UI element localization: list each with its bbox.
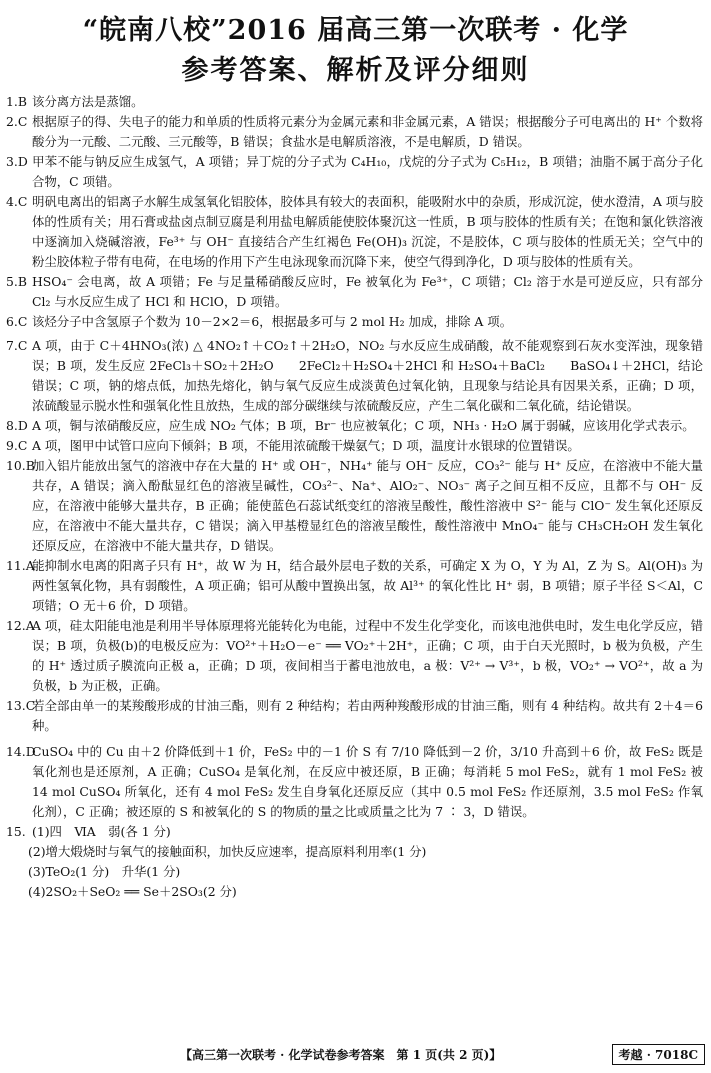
q15-sub-4: (4)2SO₂＋SeO₂ ══ Se＋2SO₃(2 分) bbox=[28, 884, 237, 899]
item-number: 6.C bbox=[6, 314, 28, 329]
item-text: 能抑制水电离的阳离子只有 H⁺，故 W 为 H，结合最外层电子数的关系，可确定 X 为 O，Y 为 Al，Z 为 S。Al(OH)₃ 为两性氢氧化物，具有弱酸性，A 项正确；铝可从酸中置换出氢，故 Al³⁺ 的氧化性比 H⁺ 弱，B 项错；原子半径 S＜Al，C 项错；O 无＋6 价，D 项错。 bbox=[32, 558, 703, 613]
item-number: 4.C bbox=[6, 194, 28, 209]
answer-item-14 bbox=[6, 742, 703, 822]
page-subtitle: 参考答案、解析及评分细则 bbox=[181, 55, 530, 86]
answer-item-4 bbox=[6, 192, 703, 272]
answer-item-2 bbox=[6, 112, 703, 152]
item-text: A 项，铜与浓硝酸反应，应生成 NO₂ 气体；B 项，Br⁻ 也应被氧化；C 项，NH₃ · H₂O 属于弱碱，应该用化学式表示。 bbox=[32, 418, 695, 433]
answer-item-5 bbox=[6, 272, 703, 312]
item-number: 2.C bbox=[6, 114, 28, 129]
item-text: 若全部由单一的某羧酸形成的甘油三酯，则有 2 种结构；若由两种羧酸形成的甘油三酯，则有 4 种结构。故共有 2＋4＝6 种。 bbox=[32, 698, 703, 733]
answer-item-15 bbox=[6, 822, 703, 842]
item-text: A 项，硅太阳能电池是利用半导体原理将光能转化为电能，过程中不发生化学变化，而该电池供电时，发生电化学反应，错误；B 项，负极(b)的电极反应为：VO²⁺＋H₂O－e⁻ ══ VO₂⁺＋2H⁺，正确；C 项，由于白天光照时，b 极为负极，产生的 H⁺ 透过质子膜流向正极 a，正确；D 项，夜间相当于蓄电池放电，a 极：V²⁺ → V³⁺，b 极，VO₂⁺ → VO²⁺，故 a 为负极，b 为正极，正确。 bbox=[32, 618, 703, 693]
item-text: 根据原子的得、失电子的能力和单质的性质将元素分为金属元素和非金属元素，A 错误；根据酸分子可电离出的 H⁺ 个数将酸分为一元酸、二元酸、三元酸等，B 错误；食盐水是电解质溶液，不是电解质，D 错误。 bbox=[32, 114, 703, 149]
item-number: 3.D bbox=[6, 154, 28, 169]
answer-item-7 bbox=[6, 336, 703, 416]
item-text: A 项，图甲中试管口应向下倾斜；B 项，不能用浓硫酸干燥氨气；D 项，温度计水银球的位置错误。 bbox=[32, 438, 580, 453]
page-title: “皖南八校”2016 届高三第一次联考 · 化学 bbox=[82, 15, 629, 46]
answer-item-6 bbox=[6, 312, 703, 332]
item-number: 10.B bbox=[6, 458, 35, 473]
answer-item-13 bbox=[6, 696, 703, 736]
item-number: 1.B bbox=[6, 94, 27, 109]
answer-item-9 bbox=[6, 436, 703, 456]
item-text: 明矾电离出的铝离子水解生成氢氧化铝胶体，胶体具有较大的表面积，能吸附水中的杂质，形成沉淀，使水澄清，A 项与胶体的性质有关；用石膏或盐卤点制豆腐是利用盐电解质能使胶体聚沉这一性质，B 项与胶体的性质有关；在饱和氯化铁溶液中逐滴加入烧碱溶液，Fe³⁺ 与 OH⁻ 直接结合产生红褐色 Fe(OH)₃ 沉淀，不是胶体，C 项与胶体的性质无关；空气中的粉尘胶体粒子带有电荷，在电场的作用下产生电泳现象而沉降下来，使空气得到净化，D 项与胶体的性质有关。 bbox=[32, 194, 703, 269]
item-number: 12.A bbox=[6, 618, 35, 633]
item-text: 该烃分子中含氢原子个数为 10－2×2＝6，根据最多可与 2 mol H₂ 加成，排除 A 项。 bbox=[32, 314, 513, 329]
item-number: 5.B bbox=[6, 274, 27, 289]
answer-item-12 bbox=[6, 616, 703, 696]
item-text: A 项，由于 C＋4HNO₃(浓) △ 4NO₂↑＋CO₂↑＋2H₂O，NO₂ 与水反应生成硝酸，故不能观察到石灰水变浑浊，现象错误；B 项，发生反应 2FeCl₃＋SO₂＋2H₂O 2FeCl₂＋H₂SO₄＋2HCl 和 H₂SO₄＋BaCl₂ BaSO₄↓＋2HCl，结论错误；C 项，钠的熔点低，加热先熔化，钠与氧气反应生成淡黄色过氧化钠，且现象与结论具有因果关系，正确；D 项，浓硫酸显示脱水性和强氧化性且放热，生成的部分碳继续与浓硫酸反应，产生二氧化碳和二氧化硫，结论错误。 bbox=[32, 338, 703, 413]
answer-list bbox=[6, 92, 703, 902]
answer-item-1 bbox=[6, 92, 703, 112]
item-text: 加入铝片能放出氢气的溶液中存在大量的 H⁺ 或 OH⁻，NH₄⁺ 能与 OH⁻ 反应，CO₃²⁻ 能与 H⁺ 反应，在溶液中不能大量共存，A 错误；滴入酚酞显红色的溶液呈碱性，CO₃²⁻、Na⁺、AlO₂⁻、NO₃⁻ 离子之间互相不反应，且都不与 OH⁻ 反应，在溶液中能够大量共存，B 正确；能使蓝色石蕊试纸变红的溶液呈酸性，酸性溶液中 S²⁻ 能与 ClO⁻ 发生氧化还原反应，在溶液中不能大量共存，C 错误；滴入甲基橙显红色的溶液呈酸性，酸性溶液中 MnO₄⁻ 能与 CH₃CH₂OH 发生氧化还原反应，在溶液中不能大量共存，D 错误。 bbox=[32, 458, 703, 553]
item-number: 11.A bbox=[6, 558, 35, 573]
item-text: (1)四 ⅥA 弱(各 1 分) bbox=[32, 824, 171, 839]
item-number: 9.C bbox=[6, 438, 28, 453]
item-number: 14.D bbox=[6, 744, 36, 759]
answer-item-3 bbox=[6, 152, 703, 192]
answer-item-8 bbox=[6, 416, 703, 436]
q15-sub-3: (3)TeO₂(1 分) 升华(1 分) bbox=[28, 864, 181, 879]
item-number: 7.C bbox=[6, 338, 28, 353]
item-text: 甲苯不能与钠反应生成氢气，A 项错；异丁烷的分子式为 C₄H₁₀，戊烷的分子式为 C₅H₁₂，B 项错；油脂不属于高分子化合物，C 项错。 bbox=[32, 154, 703, 189]
answer-item-11 bbox=[6, 556, 703, 616]
answer-item-10 bbox=[6, 456, 703, 556]
item-number: 15. bbox=[6, 824, 26, 839]
item-text: 该分离方法是蒸馏。 bbox=[32, 94, 144, 109]
q15-sub-2: (2)增大煅烧时与氧气的接触面积，加快反应速率，提高原料利用率(1 分) bbox=[28, 844, 427, 859]
item-text: HSO₄⁻ 会电离，故 A 项错；Fe 与足量稀硝酸反应时，Fe 被氧化为 Fe³⁺，C 项错；Cl₂ 溶于水是可逆反应，只有部分 Cl₂ 与水反应生成了 HCl 和 HClO，D 项错。 bbox=[32, 274, 703, 309]
footer-code-box: 考越 · 7018C bbox=[612, 1044, 705, 1065]
item-number: 13.C bbox=[6, 698, 36, 713]
item-number: 8.D bbox=[6, 418, 28, 433]
item-text: CuSO₄ 中的 Cu 由＋2 价降低到＋1 价，FeS₂ 中的－1 价 S 有 7/10 降低到－2 价，3/10 升高到＋6 价，故 FeS₂ 既是氧化剂也是还原剂，A 正确；CuSO₄ 是氧化剂，在反应中被还原，B 正确；每消耗 5 mol FeS₂，就有 1 mol FeS₂ 被 14 mol CuSO₄ 所氧化，还有 4 mol FeS₂ 发生自身氧化还原反应（其中 0.5 mol FeS₂ 作还原剂，3.5 mol FeS₂ 作氧化剂），C 正确；被还原的 S 和被氧化的 S 的物质的量之比或质量之比为 7 ∶ 3，D 错误。 bbox=[32, 744, 703, 819]
footer-page-info: 【高三第一次联考 · 化学试卷参考答案 第 1 页(共 2 页)】 bbox=[180, 1048, 502, 1062]
